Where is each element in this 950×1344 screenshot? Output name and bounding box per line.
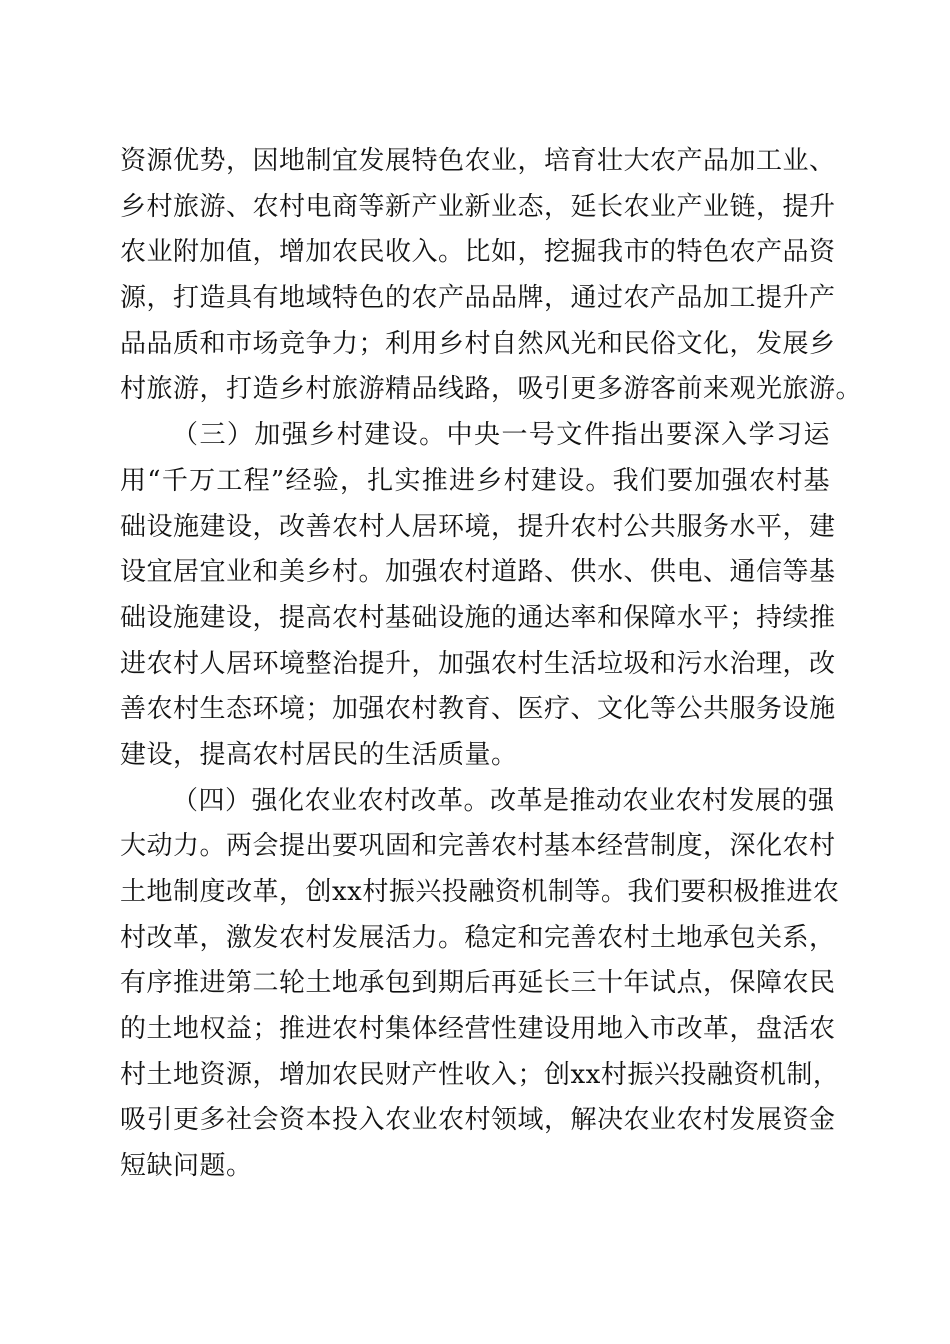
text-line: 资源优势，因地制宜发展特色农业，培育壮大农产品加工业、 — [120, 146, 836, 176]
text-line: （三）加强乡村建设。中央一号文件指出要深入学习运 — [172, 420, 830, 451]
text-line: 村土地资源，增加农民财产性收入；创xx村振兴投融资机制， — [120, 1059, 840, 1090]
text-line: 吸引更多社会资本投入农业农村领域，解决农业农村发展资金 — [120, 1105, 836, 1136]
text-line: 农业附加值，增加农民收入。比如，挖掘我市的特色农产品资 — [120, 237, 836, 268]
text-line: 土地制度改革，创xx村振兴投融资机制等。我们要积极推进农 — [120, 877, 840, 907]
paragraph-1 — [120, 139, 863, 413]
text-line: 础设施建设，提高农村基础设施的通达率和保障水平；持续推 — [120, 602, 836, 633]
text-line: 的土地权益；推进农村集体经营性建设用地入市改革，盘活农 — [120, 1014, 836, 1045]
text-line: 设宜居宜业和美乡村。加强农村道路、供水、供电、通信等基 — [120, 557, 836, 588]
text-line: 村旅游，打造乡村旅游精品线路，吸引更多游客前来观光旅游。 — [120, 374, 863, 405]
paragraph-2 — [120, 413, 836, 779]
paragraph-3 — [120, 779, 840, 1190]
text-line: 础设施建设，改善农村人居环境，提升农村公共服务水平，建 — [120, 511, 836, 542]
text-line: 短缺问题。 — [120, 1151, 253, 1182]
text-line: （四）强化农业农村改革。改革是推动农业农村发展的强 — [172, 785, 835, 816]
text-line: 村改革，激发农村发展活力。稳定和完善农村土地承包关系， — [120, 922, 836, 953]
text-line: 源，打造具有地域特色的农产品品牌，通过农产品加工提升产 — [120, 283, 836, 314]
text-line: 乡村旅游、农村电商等新产业新业态，延长农业产业链，提升 — [120, 191, 836, 222]
text-line: 有序推进第二轮土地承包到期后再延长三十年试点，保障农民 — [120, 968, 836, 999]
text-line: 建设，提高农村居民的生活质量。 — [120, 739, 518, 770]
text-line: 品品质和市场竞争力；利用乡村自然风光和民俗文化，发展乡 — [120, 328, 836, 359]
document-page — [120, 139, 863, 1190]
text-line: 用“千万工程”经验，扎实推进乡村建设。我们要加强农村基 — [120, 465, 830, 496]
text-line: 大动力。两会提出要巩固和完善农村基本经营制度，深化农村 — [120, 831, 836, 862]
text-line: 善农村生态环境；加强农村教育、医疗、文化等公共服务设施 — [120, 694, 836, 725]
text-line: 进农村人居环境整治提升，加强农村生活垃圾和污水治理，改 — [120, 648, 836, 679]
